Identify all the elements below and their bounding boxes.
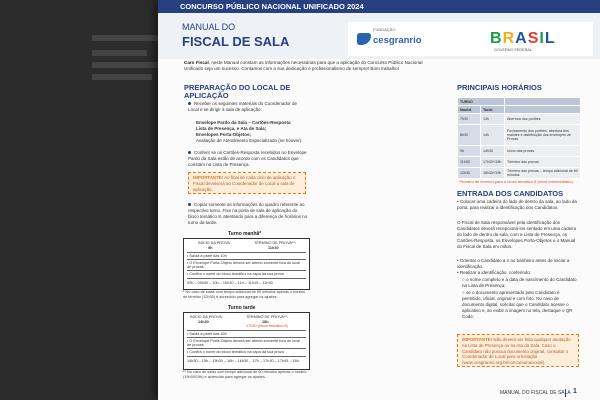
important-label: IMPORTANTE! (462, 337, 493, 342)
candidates-p4: • Realizar a identificação, conferindo: (457, 270, 532, 275)
table-row: 8h30 14h Fechamento dos portões, abertura dos malotes e distribuição dos envelopes de Provas (458, 125, 581, 146)
intro-paragraph (184, 60, 434, 73)
table-row: 7h30 13h Abertura dos portões (458, 114, 581, 125)
bullet-icon (188, 151, 191, 154)
candidates-p2: O Fiscal de Sala responsável pela identificação dos Candidatos deverá recepcioná-los sentado em uma cadeira do lado de dentro da sala, com a Lista de Presença, os Cartões-Resposta, os Envelopes Porta-Objetos e o Manual do Fiscal de Sala em mãos. (457, 220, 577, 249)
table-row: 12h30 18h30*/19h Término das provas – tempo adicional de 60 minutos (458, 168, 581, 179)
ghost-line (92, 74, 152, 80)
org-name: cesgranrio (373, 35, 422, 46)
candidates-p3: • Orientar o Candidato a ir ao banheiro antes de iniciar a identificação. (457, 258, 570, 269)
org-tag: FUNDAÇÃO (373, 27, 396, 32)
bullet-icon (188, 203, 191, 206)
morning-title: Turno manhã* (228, 231, 262, 237)
gov-tag: GOVERNO FEDERAL (494, 48, 532, 52)
intro-text: , neste Manual constam as informações necessárias para que a aplicação do Concurso Público Nacional Unificado seja um sucesso. Contamos com a sua dedicação e profissionalismo de sempre! Bom trabalho! (184, 60, 423, 72)
ghost-line (92, 35, 162, 41)
table-row: 9h 14h30 Início das provas (458, 146, 581, 157)
bullet-icon (188, 102, 191, 105)
manual-title: FISCAL DE SALA (182, 34, 290, 49)
ghost-line (92, 62, 168, 68)
logo-area (348, 22, 593, 56)
intro-lead: Caro Fiscal (184, 60, 209, 65)
manual-page (158, 0, 600, 400)
brasil-logo: BRASIL (490, 30, 556, 47)
list-item: Envelope Pardo da Sala – Cartões-Resposta (196, 120, 291, 125)
afternoon-title: Turno tarde (228, 305, 256, 311)
ghost-line (92, 50, 147, 56)
footer-divider (565, 389, 566, 397)
important-label: IMPORTANTE! (193, 175, 224, 180)
candidates-p4a: ○ o nome completo e a data de nascimento do Candidato na Lista de Presença; (462, 277, 577, 288)
manual-small-title: MANUAL DO (182, 22, 236, 32)
list-item: Lista de Presença, e Ata de Sala; (196, 126, 267, 131)
schedule-footnote: *Horário de término para o bloco temático 8 (nível intermediário). (459, 179, 574, 184)
morning-note: * No caso de salas com tempo adicional de 60 minutos apenas o horário de término (12h30) é acrescido para agregar os ajustes. (183, 290, 305, 299)
cesgranrio-logo-icon (357, 33, 371, 45)
afternoon-note: ** No caso de salas com tempo adicional de 60 minutos apenas o horário (19h30/19h) é acrescido para agregar os ajustes. (183, 370, 307, 379)
list-item: Conferir se os Cartões-Resposta recebidos no Envelope Pardo da Sala estão de acordo com os Candidatos que constam na Lista de Presença. (188, 150, 307, 167)
candidates-p4b: ○ se o documento apresentado pelo Candidato é permitido, oficial, original e com foto. No caso de documento digital, solicitar que o Candidato acesse o aplicativo e, ao exibir a imagem no tela, destaque o QR Code; (462, 290, 573, 319)
list-item: Envelopes Porta-Objetos; (196, 132, 252, 137)
previous-page (0, 0, 175, 400)
list-item: Copiar somente as informações do quadro referente ao respectivo turno. Fixe na porta de sala de aplicação do bloco temático 8, atentando para a diferença de horários no turno da tarde. (188, 202, 308, 225)
prep-heading-1: PREPARAÇÃO DO LOCAL DE (184, 83, 291, 92)
list-item: Receber os seguintes materiais do Coordenador de Local e se dirigir à sala de aplicação: (188, 101, 298, 112)
table-row: 11h30 17h30*/18h Término das provas (458, 157, 581, 168)
important-note: IMPORTANTE! Ao final de cada ciclo de aplicação o Fiscal devolverá ao Coordenador de Local a sala de aplicação. (188, 172, 306, 194)
candidates-heading: ENTRADA DOS CANDIDATOS (457, 189, 564, 198)
contest-band: CONCURSO PÚBLICO NACIONAL UNIFICADO 2024 (158, 0, 600, 13)
schedule-heading: PRINCIPAIS HORÁRIOS (457, 83, 542, 92)
footer-label: MANUAL DO FISCAL DE SALA (500, 390, 571, 396)
page-number: 1 (573, 388, 577, 395)
important-note: IMPORTANTE! Não deverá ser feita qualquer anotação na Lista de Presença ou na Ata da Sala. Caso o Candidato não possua documento original, consultar o Coordenador de Local para orientação (www.cesgranrio.org.br/concursonacional). (457, 334, 579, 367)
morning-schedule-box: INÍCIO DA PROVA: 9h TÉRMINO DE PROVA**: 11h30 • Saída a partir das 10h • O Envelope Porta-Objeto deverá ser aberto somente fora do local de provas • Confira o nome do bloco temático na capa da sua prova 09h – 09h30 – 10h – 10h30 – 11h – 11h15 – 11h30 (183, 238, 310, 290)
prep-heading-2: APLICAÇÃO (184, 91, 229, 100)
candidates-p1: • Colocar uma cadeira do lado de dentro da sala, ao lado da porta, para realizar a identificação dos Candidatos. (457, 199, 577, 210)
list-item: Avaliação de Atendimento Especializado (se houver). (196, 138, 303, 143)
afternoon-schedule-box: INÍCIO DA PROVA: 14h30 TÉRMINO DE PROVA**: 18h 17h30 (bloco temático 8) • Saída a partir das 16h • O Envelope Porta-Objeto deverá ser aberto somente fora do local de provas • Confira o nome do bloco temático na capa da sua prova 14h30 – 15h – 15h30 – 16h – 16h30 – 17h – 17h30 – 17h45 – 18h (183, 312, 310, 370)
schedule-table: TURNO Manhã Tarde 7h30 13h Abertura dos portões 8h30 14h Fechamento dos portões, abertura dos malotes e distribuição dos envelopes de Provas 9h 14h30 Início das provas 11h30 17h30*/18h Término das provas 12h30 18h30*/19h Término das provas – tempo adicional de 60 minutos (457, 97, 581, 179)
